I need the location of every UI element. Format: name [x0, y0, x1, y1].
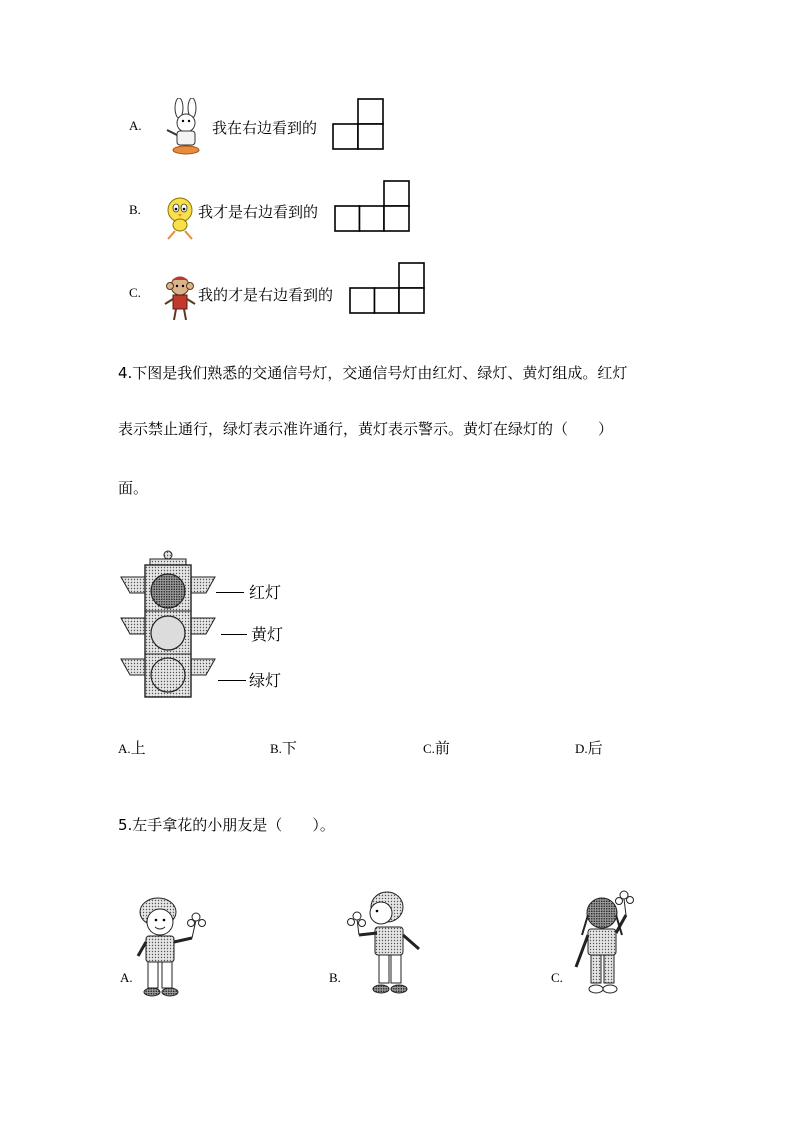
bird-icon	[160, 194, 200, 242]
q4-option-b	[270, 738, 297, 759]
q4-option-a-text: 上	[130, 739, 146, 757]
q5-option-b-letter: B.	[329, 970, 341, 985]
q5-question: 5.左手拿花的小朋友是（ ）。	[118, 816, 335, 834]
child-side-icon	[345, 885, 430, 1000]
q3-option-a-letter: A.	[129, 118, 142, 133]
q4-option-a-letter: A.	[118, 741, 131, 756]
q3-option-a-text: 我在右边看到的	[212, 119, 318, 137]
q5-option-a-letter: A.	[120, 970, 133, 985]
q4-option-d-text: 后	[587, 739, 603, 757]
red-light-pointer	[216, 592, 244, 593]
traffic-light-icon	[118, 548, 218, 700]
q4-option-c-letter: C.	[423, 741, 435, 756]
child-back-icon	[568, 885, 643, 1000]
q4-question-line-2: 表示禁止通行，绿灯表示准许通行，黄灯表示警示。黄灯在绿灯的（ ）	[118, 420, 614, 438]
q4-option-d-letter: D.	[575, 741, 588, 756]
monkey-icon	[160, 274, 200, 322]
q3-option-c-view	[349, 262, 425, 314]
q4-option-b-text: 下	[281, 739, 297, 757]
q4-option-a	[118, 738, 146, 759]
green-light-pointer	[218, 680, 246, 681]
yellow-light-label: 黄灯	[251, 625, 284, 644]
q4-question-line-3: 面。	[118, 479, 149, 497]
green-light-label: 绿灯	[249, 671, 282, 690]
q3-option-c-text: 我的才是右边看到的	[198, 286, 334, 304]
q3-option-b-view	[334, 180, 410, 232]
q4-option-b-letter: B.	[270, 741, 282, 756]
q5-option-c-letter: C.	[551, 970, 563, 985]
q3-option-b-text: 我才是右边看到的	[198, 203, 319, 221]
q4-option-c	[423, 738, 450, 759]
q4-option-c-text: 前	[434, 739, 450, 757]
q3-option-c-letter: C.	[129, 285, 141, 300]
q4-option-d	[575, 738, 603, 759]
red-light-label: 红灯	[249, 583, 282, 602]
q4-question-line-1: 4.下图是我们熟悉的交通信号灯，交通信号灯由红灯、绿灯、黄灯组成。红灯	[118, 364, 628, 382]
rabbit-icon	[162, 98, 212, 158]
yellow-light-pointer	[221, 634, 247, 635]
q3-option-b-letter: B.	[129, 202, 141, 217]
child-front-icon	[130, 890, 210, 1002]
q3-option-a-view	[332, 98, 384, 150]
